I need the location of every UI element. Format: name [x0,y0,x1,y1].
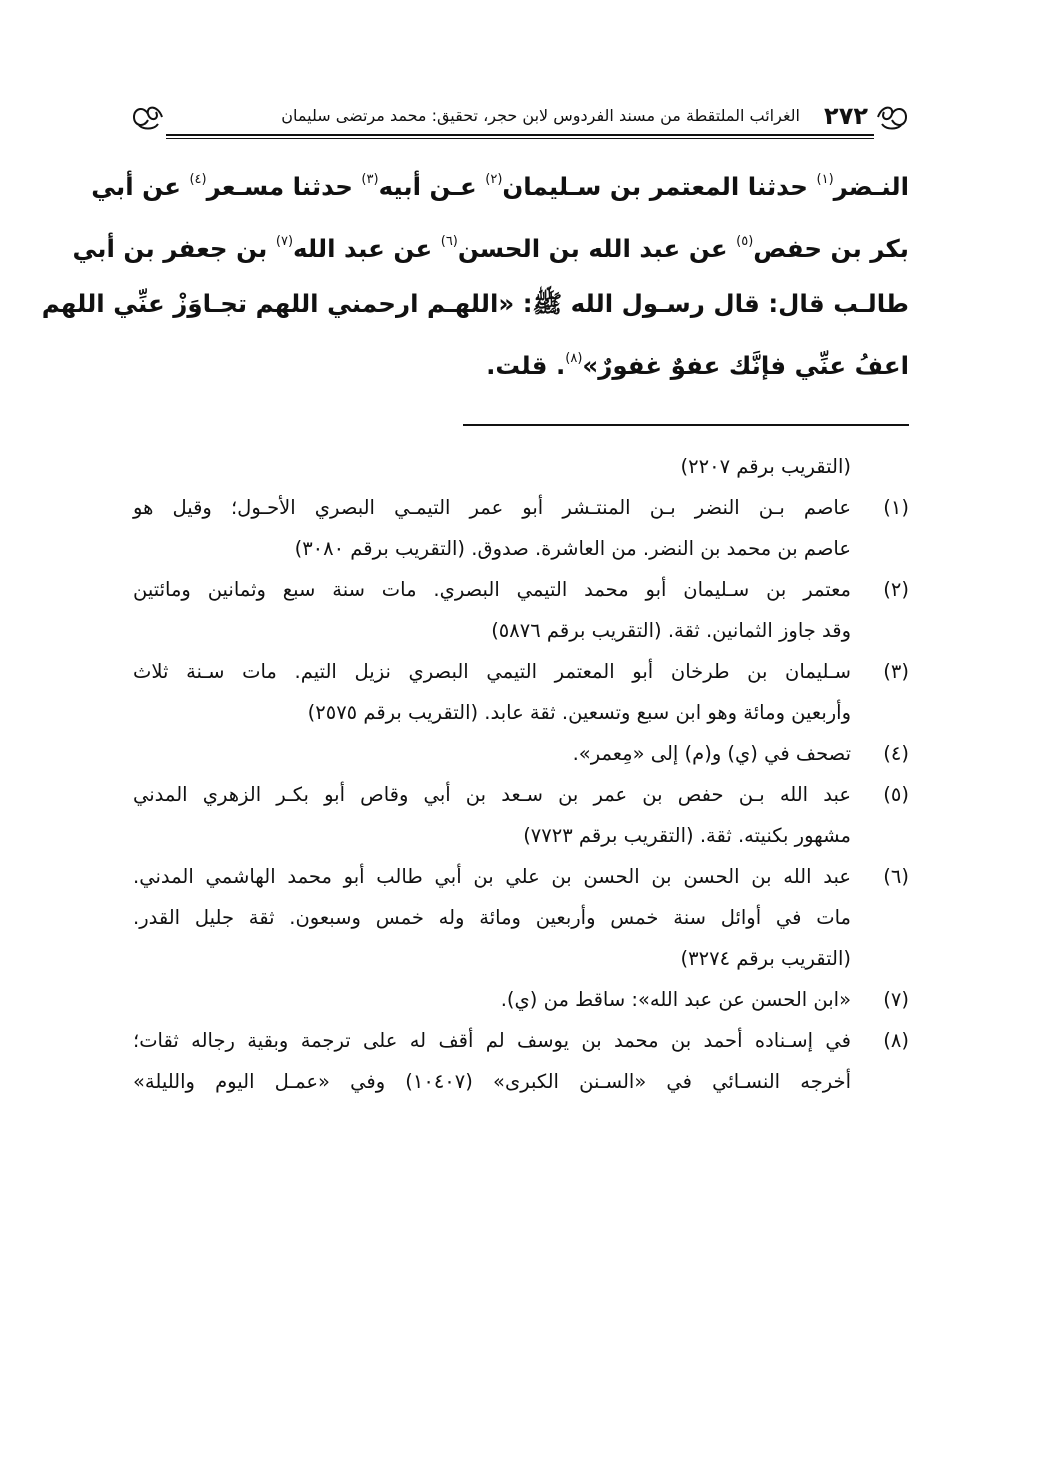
footnote-line: أخرجه النسـائي في «السـنن الكبرى» (١٠٤٠٧) وفي «عمـل اليوم والليلة» [133,1070,851,1093]
footnote-marker[interactable]: (١) [816,172,834,187]
footnote-line: وقد جاوز الثمانين. ثقة. (التقريب برقم ٥٨٧٦) [491,619,851,642]
footnote-number: (٧) [883,988,909,1011]
footnote-number: (٤) [883,742,909,765]
footnote-number: (٣) [883,660,909,683]
text-segment: . قلت. [486,351,566,380]
header-rule [166,134,874,136]
footnote-marker[interactable]: (٣) [361,172,379,187]
main-text-line [41,276,909,331]
footnote-line: سـليمان بن طرخان أبو المعتمر التيمي البصري نزيل التيم. مات سـنة ثلاث [133,660,851,683]
running-header [130,100,910,140]
header-rule-thin [166,138,874,139]
footnote-separator [463,424,909,426]
footnote-item [133,487,909,569]
footnote-line: عبد الله بـن حفص بن عمر بن سـعد بن أبي وقاص أبو بكـر الزهري المدني [133,783,851,806]
ornament-icon [130,102,166,132]
footnote-item [133,569,909,651]
footnote-marker[interactable]: (٥) [736,234,754,249]
footnote-line: معتمر بن سـليمان أبو محمد التيمي البصري. مات سنة سبع وثمانين ومائتين [133,578,851,601]
footnote-line: عاصم بـن النضر بـن المنتـشر أبو عمر التيمـي البصري الأحـول؛ وقيل هو [133,496,851,519]
text-segment: عن أبي [91,172,190,201]
footnote-item [133,651,909,733]
text-segment: حدثنا المعتمر بن سـليمان [502,172,817,201]
main-text-line [91,152,909,214]
footnote-item [133,979,909,1020]
footnote-line: وأربعين ومائة وهو ابن سبع وتسعين. ثقة عابد. (التقريب برقم ٢٥٧٥) [307,701,851,724]
text-segment: حدثنا مسـعر [206,172,362,201]
text-segment: عن عبد الله بن الحسن [457,234,737,263]
footnote-line: في إسـناده أحمد بن محمد بن يوسف لم أقف له على ترجمة وبقية رجاله ثقات؛ [133,1029,851,1052]
footnote-number: (٨) [883,1029,909,1052]
text-segment: «اللهـم ارحمني اللهم تجـاوَزْ عنِّي اللهم [41,289,515,318]
footnote-number: (٥) [883,783,909,806]
footnote-item [133,856,909,979]
text-segment: بن جعفر بن أبي [72,234,276,263]
footnote-marker[interactable]: (٤) [189,172,207,187]
footnote-item [133,774,909,856]
footnotes [133,446,909,1102]
footnote-line: عبد الله بن الحسن بن الحسن بن علي بن أبي طالب أبو محمد الهاشمي المدني. [133,865,851,888]
footnote-line: مات في أوائل سنة خمس وأربعين ومائة وله خمس وسبعون. ثقة جليل القدر. [133,906,851,929]
footnote-number: (١) [883,496,909,519]
footnote-line: عاصم بن محمد بن النضر. من العاشرة. صدوق. (التقريب برقم ٣٠٨٠) [294,537,851,560]
footnote-marker[interactable]: (٨) [565,351,583,366]
text-segment: عـن أبيه [378,172,486,201]
footnote-line: مشهور بكنيته. ثقة. (التقريب برقم ٧٧٢٣) [523,824,851,847]
main-text [41,152,909,393]
footnote-line: «ابن الحسن عن عبد الله»: ساقط من (ي). [500,988,851,1011]
footnote-number: (٢) [883,578,909,601]
footnote-line: تصحف في (ي) و(م) إلى «مِعمر». [572,742,851,765]
running-title: الغرائب الملتقطة من مسند الفردوس لابن حجر، تحقيق: محمد مرتضى سليمان [281,106,800,125]
footnote-line: (التقريب برقم ٣٢٧٤) [680,947,851,970]
main-text-line [133,331,909,393]
footnote-marker[interactable]: (٧) [275,234,294,249]
footnote-number: (٦) [883,865,909,888]
text-segment: اعفُ عنِّي فإنَّك عفوٌ غفورٌ» [582,351,909,380]
footnote-list [133,487,909,1102]
ornament-icon [874,102,910,132]
text-segment: طالـب قال: قال رسـول الله ﷺ: [514,289,909,318]
footnote-marker[interactable]: (٢) [485,172,503,187]
main-text-line [72,214,909,276]
footnote-continuation: (التقريب برقم ٢٢٠٧) [680,455,851,478]
text-segment: بكر بن حفص [753,234,909,263]
text-segment: النـضر [833,172,909,201]
footnote-item [133,733,909,774]
footnote-item [133,1020,909,1102]
footnote-marker[interactable]: (٦) [440,234,458,249]
text-segment: عن عبد الله [293,234,441,263]
page-number: ٢٧٢ [824,102,868,130]
